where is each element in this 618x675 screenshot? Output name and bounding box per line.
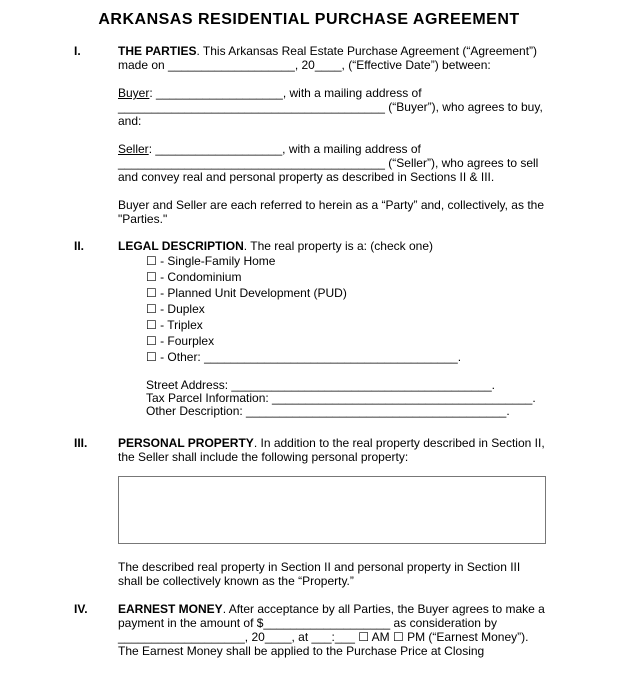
earnest-money-text: EARNEST MONEY. After acceptance by all Parties, the Buyer agrees to make a payment in the amount of $___________________ as consideration by ___________________, 20____, at ___:___ ☐ AM ☐ PM (“Earnest Money”). The Earnest Money shall be applied to the Purchase Price at Closing (118, 602, 545, 658)
buyer-label: Buyer (118, 86, 150, 100)
tax-parcel-line: Tax Parcel Information: _______________________________________. (146, 391, 536, 405)
section-heading: EARNEST MONEY (118, 602, 223, 616)
section-number: I. (74, 44, 81, 58)
option-fourplex[interactable]: ☐ - Fourplex (146, 334, 215, 348)
section-number: II. (74, 239, 85, 253)
section-number: III. (74, 436, 88, 450)
section-heading: THE PARTIES (118, 44, 197, 58)
section-body (118, 436, 548, 464)
option-duplex[interactable]: ☐ - Duplex (146, 302, 205, 316)
legal-intro: LEGAL DESCRIPTION. The real property is a: (check one) (118, 239, 433, 253)
seller-label: Seller (118, 142, 149, 156)
section-number: IV. (74, 602, 88, 616)
page-title: ARKANSAS RESIDENTIAL PURCHASE AGREEMENT (98, 11, 520, 28)
property-note: The described real property in Section II and personal property in Section III shall be collectively known as the “Property.” (118, 560, 521, 588)
parties-intro: THE PARTIES. This Arkansas Real Estate Purchase Agreement (“Agreement”) made on ___________________, 20____, (“Effective Date”) between: (118, 44, 538, 72)
option-single-family[interactable]: ☐ - Single-Family Home (146, 254, 276, 268)
option-triplex[interactable]: ☐ - Triplex (146, 318, 203, 332)
street-address-line: Street Address: _______________________________________. (146, 378, 495, 392)
section-body (118, 44, 548, 226)
other-description-line: Other Description: _______________________________________. (146, 404, 510, 418)
property-address-block (146, 379, 548, 418)
property-type-options (146, 253, 548, 365)
section-heading: LEGAL DESCRIPTION (118, 239, 244, 253)
seller-paragraph: Seller: ___________________, with a mailing address of ________________________________________ (“Seller”), who agrees to sell and convey real and personal property as described in Sections II & III. (118, 142, 539, 184)
option-other[interactable]: ☐ - Other: ______________________________________. (146, 350, 462, 364)
personal-property-box[interactable] (118, 476, 546, 544)
option-condominium[interactable]: ☐ - Condominium (146, 270, 242, 284)
parties-closing: Buyer and Seller are each referred to herein as a “Party” and, collectively, as the "Parties." (118, 198, 544, 226)
section-heading: PERSONAL PROPERTY (118, 436, 254, 450)
buyer-paragraph: Buyer: ___________________, with a mailing address of ________________________________________ (“Buyer”), who agrees to buy, and: (118, 86, 543, 128)
section-body (118, 602, 548, 658)
option-pud[interactable]: ☐ - Planned Unit Development (PUD) (146, 286, 347, 300)
section-body (118, 239, 548, 418)
personal-property-intro: PERSONAL PROPERTY. In addition to the real property described in Section II, the Seller shall include the following personal property: (118, 436, 545, 464)
